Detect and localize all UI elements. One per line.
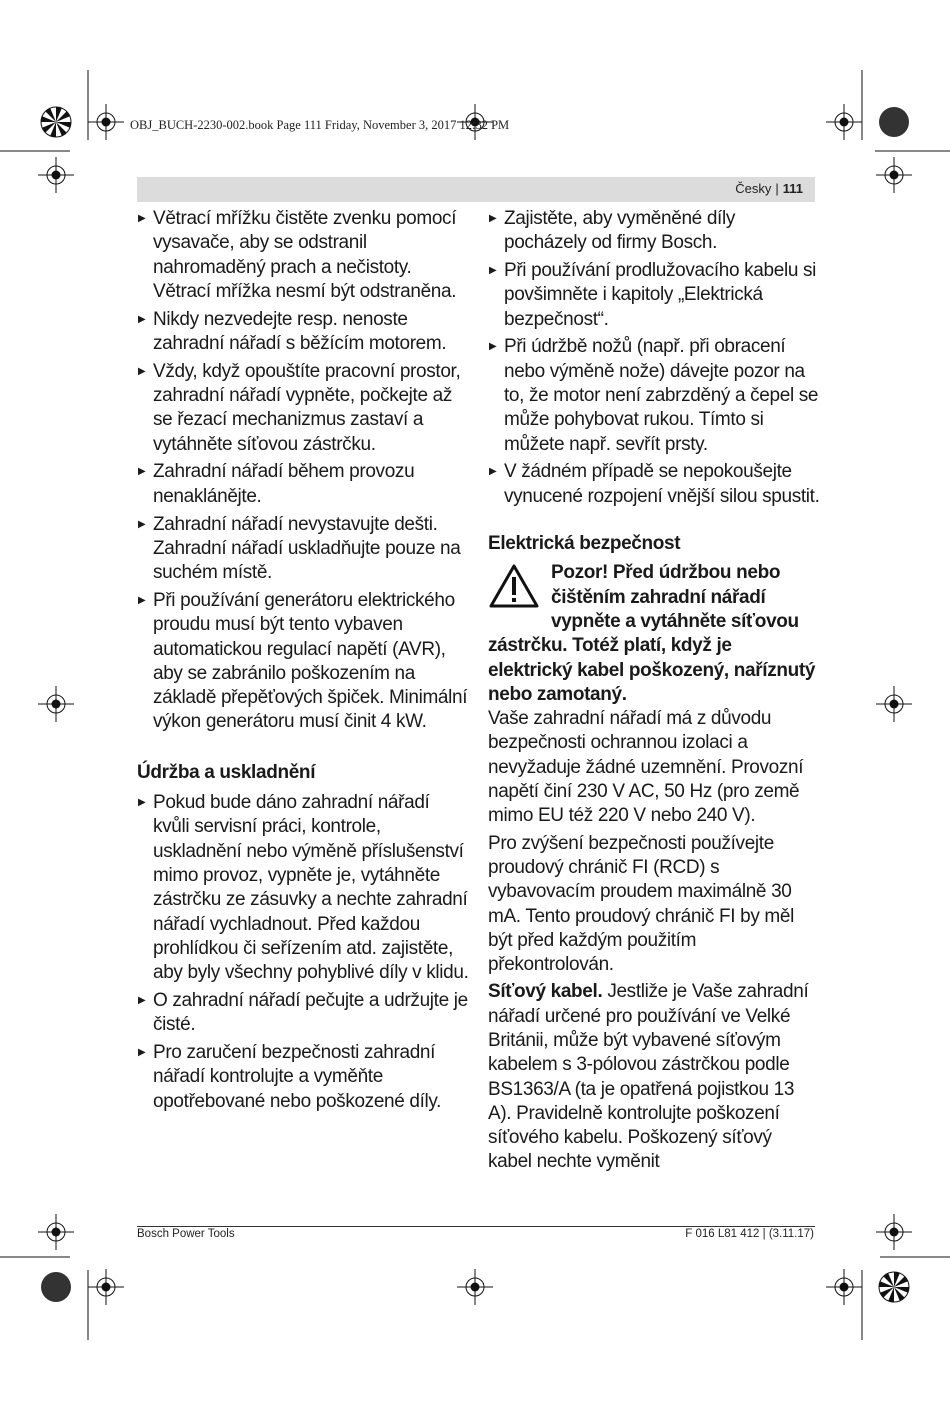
warning-line: vypněte a vytáhněte síťovou xyxy=(551,610,799,632)
list-item: ▶ Pro zaručení bezpečnosti zahradní nářadí kontrolujte a vyměňte opotřebované nebo poškozené díly. xyxy=(137,1041,469,1114)
list-item: ▶ Vždy, když opouštíte pracovní prostor, zahradní nářadí vypněte, počkejte až se řezací mechanizmus zastaví a vytáhněte síťovou zástrčku. xyxy=(137,360,469,457)
warning-continuation: zástrčku. Totéž platí, když je elektrický kabel poškozený, naříznutý nebo zamotaný. xyxy=(488,635,816,705)
section-heading-maintenance: Údržba a uskladnění xyxy=(137,761,316,783)
footer-brand: Bosch Power Tools xyxy=(137,1228,235,1240)
list-item: ▶ V žádném případě se nepokoušejte vynucené rozpojení vnější silou spustit. xyxy=(488,460,820,509)
mains-cable-label: Síťový kabel. xyxy=(488,981,603,1003)
warning-triangle-icon xyxy=(488,563,540,609)
list-item: ▶ Zajistěte, aby vyměněné díly pocházely od firmy Bosch. xyxy=(488,207,820,256)
list-item: ▶ Větrací mřížku čistěte zvenku pomocí vysavače, aby se odstranil nahromaděný prach a nečistoty. Větrací mřížka nesmí být odstraněna. xyxy=(137,207,469,304)
list-item: ▶ Při údržbě nožů (např. při obracení nebo výměně nože) dávejte pozor na to, že motor není zabrzděný a čepel se může pohybovat rukou. Tímto si můžete např. sevřít prsty. xyxy=(488,335,820,456)
page-number: 111 xyxy=(782,181,803,196)
warning-block xyxy=(488,561,820,707)
list-item: ▶ Při používání generátoru elektrického proudu musí být tento vybaven automatickou regulací napětí (AVR), aby se zabránilo poškozením na základě přepěťových špiček. Minimální výkon generátoru musí činit 4 kW. xyxy=(137,589,469,735)
right-column xyxy=(488,207,820,1178)
list-item: ▶ Nikdy nezvedejte resp. nenoste zahradní nářadí s běžícím motorem. xyxy=(137,308,469,357)
header-text: Česky | 111 xyxy=(735,181,803,196)
footer-doc-number: F 016 L81 412 | (3.11.17) xyxy=(685,1228,814,1240)
list-item: ▶ Zahradní nářadí během provozu nenaklánějte. xyxy=(137,460,469,509)
paragraph-rcd: Pro zvýšení bezpečnosti používejte proudový chránič FI (RCD) s vybavovacím proudem maximálně 30 mA. Tento proudový chránič FI by měl být před každým použitím překontrolován. xyxy=(488,832,794,976)
print-info-line: OBJ_BUCH-2230-002.book Page 111 Friday, November 3, 2017 12:32 PM xyxy=(130,118,510,132)
maintenance-bullets-continued xyxy=(488,207,820,509)
section-heading-electrical-safety: Elektrická bezpečnost xyxy=(488,533,681,555)
warning-line: čištěním zahradní nářadí xyxy=(551,586,766,608)
list-item: ▶ Zahradní nářadí nevystavujte dešti. Zahradní nářadí uskladňujte pouze na suchém místě. xyxy=(137,513,469,586)
safety-bullets-top xyxy=(137,207,469,735)
list-item: ▶ Při používání prodlužovacího kabelu si povšimněte i kapitoly „Elektrická bezpečnost“. xyxy=(488,259,820,332)
warning-line: Pozor! Před údržbou nebo xyxy=(551,562,781,584)
list-item: ▶ Pokud bude dáno zahradní nářadí kvůli servisní práci, kontrole, uskladnění nebo výměně příslušenství mimo provoz, vypněte je, vytáhněte zástrčku ze zásuvky a nechte zahradní nářadí vychladnout. Před každou prohlídkou či seřízením atd. zajistěte, aby byly všechny pohyblivé díly v klidu. xyxy=(137,791,469,985)
paragraph-insulation: Vaše zahradní nářadí má z důvodu bezpečnosti ochrannou izolaci a nevyžaduje žádné uzemnění. Provozní napětí činí 230 V AC, 50 Hz (pro země mimo EU též 220 V nebo 240 V). xyxy=(488,708,804,827)
left-column xyxy=(137,207,469,1117)
mains-cable-text: Jestliže je Vaše zahradní nářadí určené pro používání ve Velké Británii, může být vybavené síťovým kabelem s 3-pólovou zástrčkou podle BS1363/A (ta je opatřená pojistkou 13 A). Pravidelně kontrolujte poškození síťového kabelu. Poškozený síťový kabel nechte vyměnit xyxy=(488,981,809,1173)
paragraph-mains-cable xyxy=(488,980,820,1174)
page-header xyxy=(137,177,815,202)
maintenance-bullets xyxy=(137,791,469,1114)
footer-rule xyxy=(137,1226,815,1227)
list-item: ▶ O zahradní nářadí pečujte a udržujte je čisté. xyxy=(137,989,469,1038)
header-language: Česky xyxy=(735,181,772,196)
